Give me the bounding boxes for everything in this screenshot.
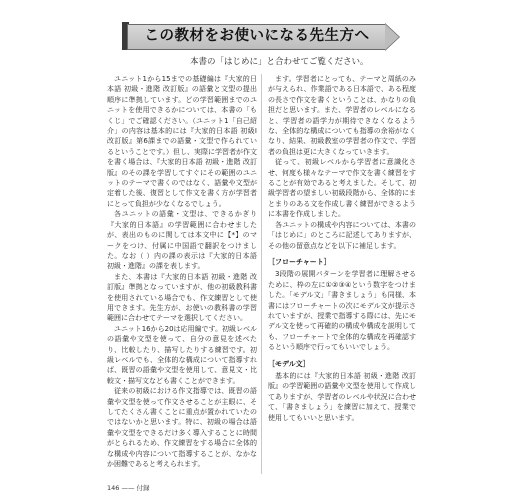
column-divider [261,74,262,474]
section-heading-flowchart: ［フローチャート］ [268,257,331,266]
paragraph: 各ユニットの語彙・文型は、できるかぎり『大家的日本語』の学習範囲に合わせましたが、表出のものに関しては本文中に【*】のマークをつけ、付属に中国語で翻訳をつけました。なお（ ）内の課の表示は『大家的日本語 初級・進階』の課を表します。 [107,210,257,271]
section-body-flowchart: 3段階の展開パターンを学習者に理解させるために、枠の左に①②③④という数字をつけました。「モデル文」「書きましょう」も同様、本書にはフローチャートの次にモデル文が提示されていますが、授業で指導する際には、先にモデル文を使って再確的の構成や構成を説明しても、フローチャートで全体的な構成を再確認するという順序で行ってもいいでしょう。 [268,270,416,352]
paragraph: 従って、初級レベルから学習者に意識化させ、何度も様々なテーマで作文を書く練習をすることが有効であると考えました。そして、初級学習者の望ましい初級段階から、全体的にまとまりのある文を作成し書く練習ができるように本書を作成しました。 [268,158,416,219]
section-heading-model: ［モデル文］ [268,359,310,368]
paragraph: ユニット16から20は応用編です。初級レベルの語彙や文型を使って、自分の意見を述べたり、比較したり、描写したりする練習です。初級レベルでも、全体的な構成について指導すれば、既習の語彙や文型を使用して、意見文・比較文・描写文なども書くことができます。 [107,324,257,385]
page-subtitle: 本書の「はじめに」と合わせてご覧ください。 [190,57,369,67]
right-column [268,74,416,423]
section-body-model: 基本的には『大家的日本語 初級・進階 改訂版』の学習範囲の語彙や文型を使用して作成してありますが、学習者のレベルや状況に合わせて、「書きましょう」を練習に加えて、授業で使用してもいいと思います。 [268,371,416,422]
paragraph: ユニット1から15までの基礎編は『大家的日本語 初級・進階 改訂版』の語彙と文型の提出順序に準拠しています。どの学習範囲までのユニットを使用できるかについては、本書の「もくじ」でご確認ください。（ユニット1「自己紹介」の内容は基本的には『大家的日本語 初級Ⅰ 改訂版』第6課までの語彙・文型で作られているということです。）但し、実際に学習者が作文を書く場合は、『大家的日本語 初級・進階 改訂版』のその課を学習してすぐにその範囲のユニットのテーマで書くのではなく、語彙や文型が定着した後、復習として作文を書く方が学習者にとって負担が少なくなるでしょう。 [107,75,257,208]
banner-arrow [385,24,399,50]
paragraph: また、本書は『大家的日本語 初級・進階 改訂版』準拠となっていますが、他の初級教科書を使用されている場合でも、作文練習として使用できます。先生方が、お使いの教科書の学習範囲に合わせてテーマを選択してください。 [107,272,257,323]
page-footer: 146 —— 付録 [107,484,150,492]
paragraph: ます。学習者にとっても、テーマと周紙のみが与えられ、作業語である日本語で、ある程度の長さで作文を書くということは、かなりの負担だと思います。また、学習者のレベルになると、学習者の語学力が期待できなくなるような、全体的な構成についても指導の余裕がなくなり、結果、初級教室の学習者の作文で、学習者の負担は更に大きくなっていきます。 [268,75,416,156]
left-column [107,74,257,469]
paragraph: 従来の初級における作文指導では、既習の語彙や文型を使って作文させることが主眼に、そしてたくさん書くことに重点が置かれていたのではないかと思います。特に、初級の場合は語彙や文型をできるだけ多く導入することに時間がとられるため、作文練習をする場合に全体的な構成や内容について指導することが、なかなか困難であると考えられます。 [107,387,257,469]
page-title: この教材をお使いになる先生方へ [144,28,370,44]
paragraph: 各ユニットの構成や内容については、本書の「はじめに」のところに記述してありますが、その他の留意点などを以下に補足します。 [268,220,416,250]
